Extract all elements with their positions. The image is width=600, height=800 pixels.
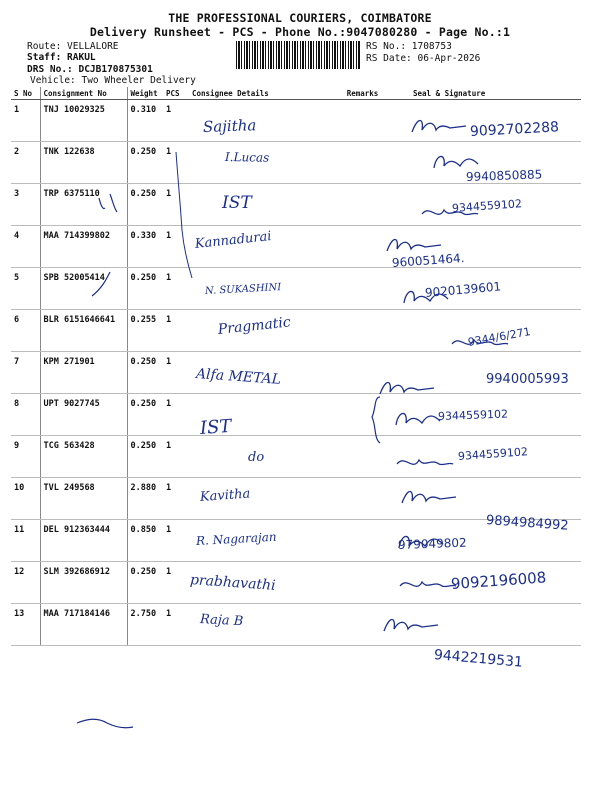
phone-handwriting: 9092702288: [469, 119, 560, 140]
phone-handwriting: 9092196008: [450, 568, 547, 593]
phone-handwriting: 979049802: [397, 535, 467, 552]
pcs-cell: 1: [163, 478, 189, 520]
consignee-cell: [189, 436, 342, 478]
col-consignee: Consignee Details: [189, 87, 342, 100]
remarks-cell: [342, 142, 383, 184]
pcs-cell: 1: [163, 226, 189, 268]
pcs-cell: 1: [163, 394, 189, 436]
sno-cell: 6: [11, 310, 40, 352]
pcs-cell: 1: [163, 352, 189, 394]
barcode: [236, 41, 361, 69]
remarks-cell: [342, 310, 383, 352]
pcs-cell: 1: [163, 142, 189, 184]
consignment-cell: MAA 717184146: [40, 604, 127, 646]
sno-cell: 4: [11, 226, 40, 268]
pcs-cell: 1: [163, 268, 189, 310]
phone-handwriting: 9344559102: [451, 197, 523, 215]
sno-cell: 8: [11, 394, 40, 436]
consignee-handwriting: Raja B: [199, 612, 244, 630]
tick-mark: [93, 188, 123, 216]
signature-scribble: [395, 450, 455, 478]
consignment-cell: KPM 271901: [40, 352, 127, 394]
phone-handwriting: 9442219531: [433, 647, 524, 671]
tick-mark: [88, 270, 118, 300]
sno-cell: 5: [11, 268, 40, 310]
weight-cell: 0.255: [127, 310, 163, 352]
pcs-cell: 1: [163, 184, 189, 226]
rs-date: RS Date: 06-Apr-2026: [366, 53, 481, 64]
sno-cell: 9: [11, 436, 40, 478]
signature-scribble: [410, 114, 470, 142]
col-signature: Seal & Signature: [383, 87, 581, 100]
weight-cell: 0.850: [127, 520, 163, 562]
sno-cell: 3: [11, 184, 40, 226]
remarks-cell: [342, 604, 383, 646]
pen-stroke: [75, 715, 135, 735]
remarks-cell: [342, 100, 383, 142]
weight-cell: 2.750: [127, 604, 163, 646]
phone-handwriting: 9344559102: [457, 445, 529, 463]
remarks-cell: [342, 520, 383, 562]
sno-cell: 13: [11, 604, 40, 646]
consignee-handwriting: Kavitha: [199, 486, 251, 505]
sno-cell: 11: [11, 520, 40, 562]
long-stroke: [168, 150, 198, 280]
vehicle-label: Vehicle: Two Wheeler Delivery: [30, 75, 196, 86]
weight-cell: 0.250: [127, 562, 163, 604]
consignee-cell: [189, 184, 342, 226]
weight-cell: 2.880: [127, 478, 163, 520]
weight-cell: 0.250: [127, 142, 163, 184]
col-consignment: Consignment No: [40, 87, 127, 100]
remarks-cell: [342, 268, 383, 310]
phone-handwriting: 9344559102: [437, 407, 509, 423]
pcs-cell: 1: [163, 562, 189, 604]
sno-cell: 10: [11, 478, 40, 520]
consignment-cell: SLM 392686912: [40, 562, 127, 604]
phone-handwriting: 9344/6/271: [466, 325, 532, 349]
consignee-handwriting: N. SUKASHINI: [204, 282, 282, 297]
col-weight: Weight: [127, 87, 163, 100]
pcs-cell: 1: [163, 310, 189, 352]
table-row: [11, 226, 581, 268]
sno-cell: 7: [11, 352, 40, 394]
consignment-cell: TNJ 10029325: [40, 100, 127, 142]
signature-scribble: [378, 376, 438, 404]
consignee-handwriting: I.Lucas: [224, 150, 270, 165]
remarks-cell: [342, 184, 383, 226]
weight-cell: 0.310: [127, 100, 163, 142]
signature-scribble: [398, 572, 458, 600]
route-label: Route: VELLALORE: [27, 41, 119, 52]
pcs-cell: 1: [163, 604, 189, 646]
remarks-cell: [342, 352, 383, 394]
consignee-handwriting: Kannadurai: [194, 229, 273, 252]
consignee-handwriting: R. Nagarajan: [195, 529, 277, 548]
col-pcs: PCS: [163, 87, 189, 100]
signature-scribble: [400, 485, 460, 513]
remarks-cell: [342, 226, 383, 268]
weight-cell: 0.250: [127, 394, 163, 436]
phone-handwriting: 9940005993: [486, 372, 569, 387]
pcs-cell: 1: [163, 100, 189, 142]
phone-handwriting: 9894984992: [485, 513, 570, 534]
consignment-cell: UPT 9027745: [40, 394, 127, 436]
weight-cell: 0.250: [127, 352, 163, 394]
weight-cell: 0.330: [127, 226, 163, 268]
consignment-cell: DEL 912363444: [40, 520, 127, 562]
consignee-handwriting: prabhavathi: [189, 572, 277, 594]
remarks-cell: [342, 478, 383, 520]
pcs-cell: 1: [163, 520, 189, 562]
table-row: [11, 604, 581, 646]
runsheet-subtitle: Delivery Runsheet - PCS - Phone No.:9047080280 - Page No.:1: [89, 25, 511, 39]
consignee-handwriting: Pragmatic: [217, 314, 292, 338]
weight-cell: 0.250: [127, 184, 163, 226]
weight-cell: 0.250: [127, 268, 163, 310]
consignee-handwriting: IST: [222, 193, 252, 213]
drs-number: DRS No.: DCJB170875301: [27, 64, 153, 75]
col-remarks: Remarks: [342, 87, 383, 100]
col-sno: S No: [11, 87, 40, 100]
remarks-cell: [342, 562, 383, 604]
bracket-mark: [370, 395, 384, 445]
staff-label: Staff: RAKUL: [27, 52, 96, 63]
consignment-cell: TNK 122638: [40, 142, 127, 184]
consignee-handwriting: do: [248, 450, 265, 465]
consignee-handwriting: Sajitha: [202, 116, 257, 136]
consignment-cell: TVL 249568: [40, 478, 127, 520]
weight-cell: 0.250: [127, 436, 163, 478]
consignee-handwriting: IST: [199, 415, 233, 439]
sno-cell: 12: [11, 562, 40, 604]
pcs-cell: 1: [163, 436, 189, 478]
signature-scribble: [382, 613, 442, 641]
consignment-cell: SPB 52005414: [40, 268, 127, 310]
phone-handwriting: 9940850885: [465, 167, 543, 184]
consignment-cell: TCG 563428: [40, 436, 127, 478]
rs-number: RS No.: 1708753: [366, 41, 452, 52]
consignment-cell: TRP 6375110: [40, 184, 127, 226]
table-header-row: [11, 87, 581, 100]
phone-handwriting: 9020139601: [424, 279, 502, 300]
sno-cell: 2: [11, 142, 40, 184]
phone-handwriting: 960051464.: [391, 250, 465, 270]
sno-cell: 1: [11, 100, 40, 142]
consignee-handwriting: Alfa METAL: [195, 366, 282, 388]
consignment-cell: BLR 6151646641: [40, 310, 127, 352]
consignment-cell: MAA 714399802: [40, 226, 127, 268]
company-title: THE PROFESSIONAL COURIERS, COIMBATORE: [168, 11, 432, 25]
